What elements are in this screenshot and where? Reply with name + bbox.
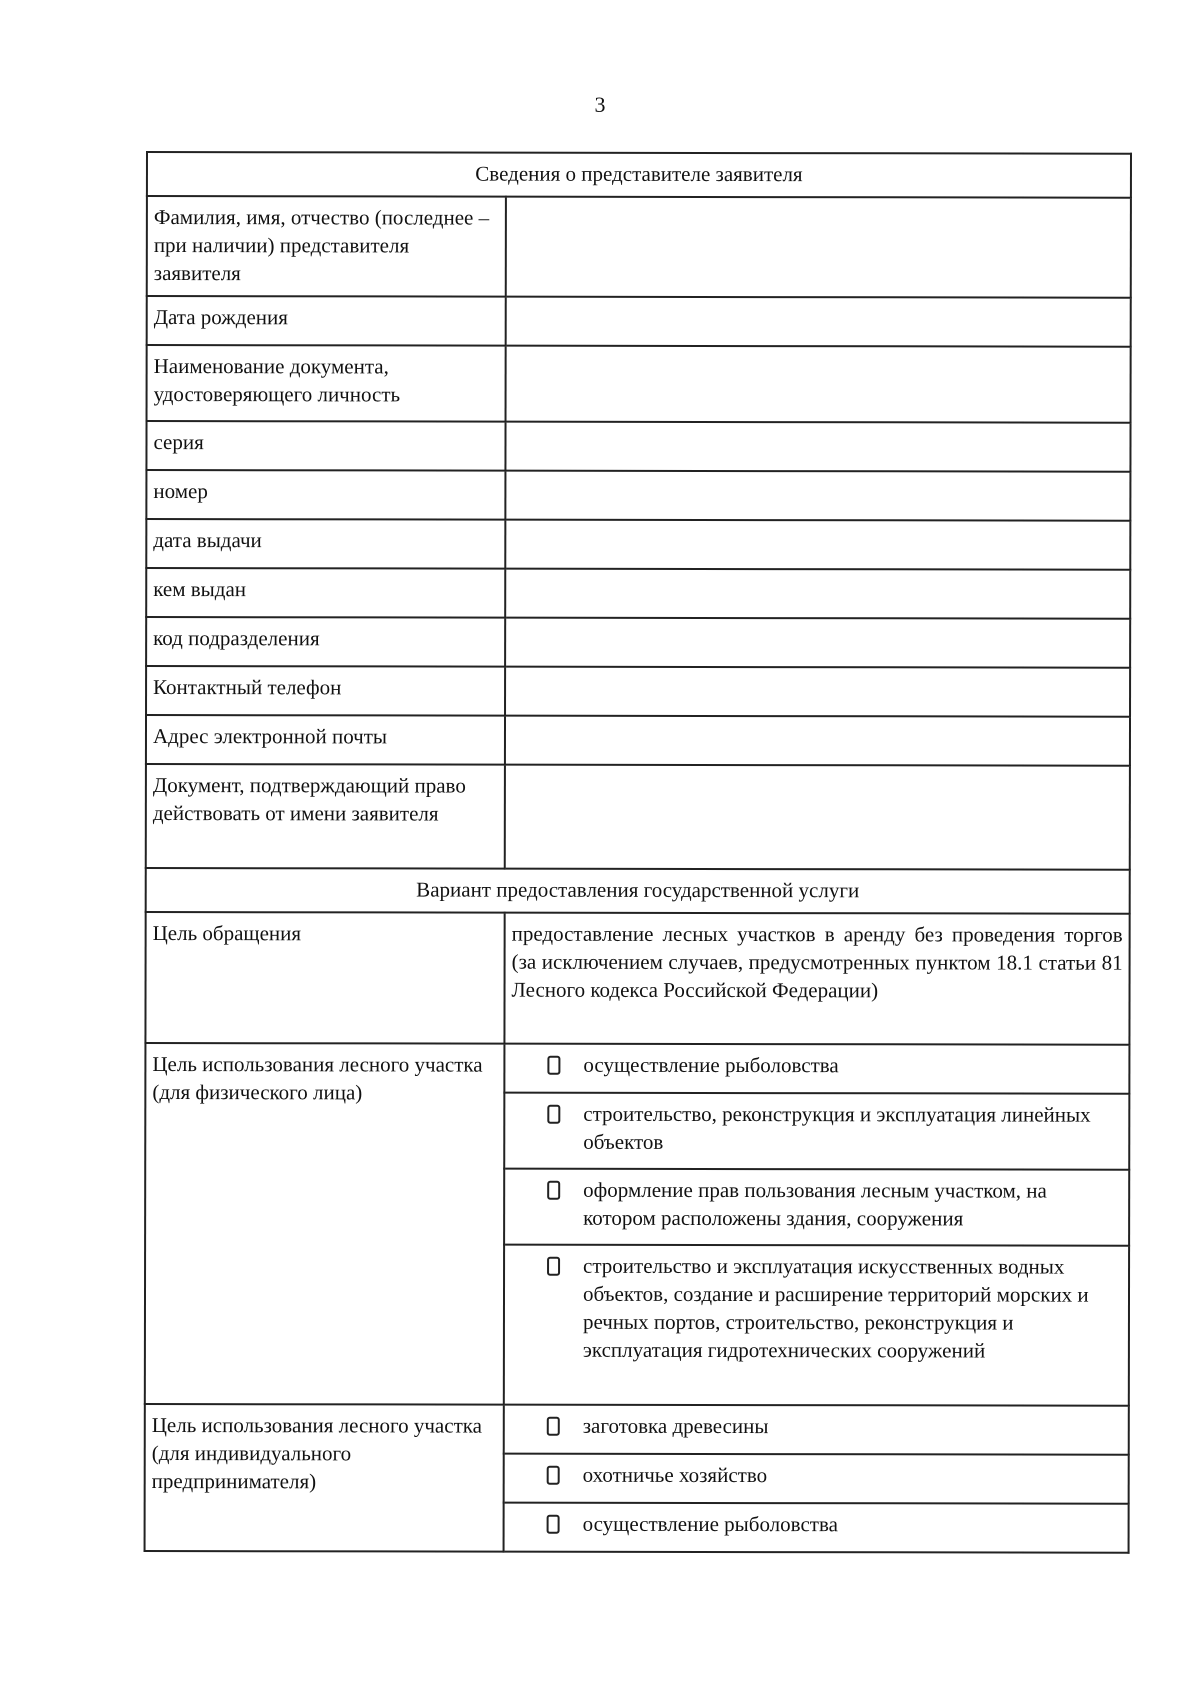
field-label-id-document: Наименование документа, удостоверяющего личность [147, 345, 506, 422]
table-row [146, 470, 1130, 521]
option-cell [504, 1169, 1129, 1246]
field-label-birth-date: Дата рождения [147, 296, 506, 346]
option-cell [504, 1093, 1129, 1170]
table-row [147, 196, 1131, 298]
table-row [146, 421, 1130, 472]
option-cell [504, 1044, 1129, 1094]
checkbox[interactable] [547, 1515, 560, 1534]
option-cell [504, 1503, 1129, 1553]
table-row [146, 715, 1130, 766]
field-label-email: Адрес электронной почты [146, 715, 505, 765]
option-label: охотничье хозяйство [582, 1462, 768, 1488]
field-value-authority-document[interactable] [505, 765, 1130, 870]
option-individual-fishing[interactable] [511, 1051, 1122, 1080]
field-value-series[interactable] [505, 422, 1130, 472]
field-value-phone[interactable] [505, 667, 1130, 717]
table-row [146, 568, 1130, 619]
table-row [147, 296, 1131, 347]
field-label-issued-by: кем выдан [146, 568, 505, 618]
field-value-division-code[interactable] [505, 618, 1130, 668]
option-entrepreneur-fishing[interactable] [511, 1510, 1122, 1539]
table-row [146, 764, 1130, 870]
field-label-issue-date: дата выдачи [146, 519, 505, 569]
checkbox[interactable] [547, 1257, 560, 1276]
checkbox[interactable] [547, 1417, 560, 1436]
checkbox[interactable] [547, 1181, 560, 1200]
checkbox[interactable] [547, 1056, 560, 1075]
section-title-variant: Вариант предоставления государственной услуги [146, 868, 1130, 914]
field-value-id-document[interactable] [506, 346, 1131, 423]
field-label-purpose: Цель обращения [145, 912, 504, 1044]
field-label-entrepreneur-purpose: Цель использования лесного участка (для индивидуального предпринимателя) [145, 1404, 504, 1552]
option-label: строительство и эксплуатация искусственных водных объектов, создание и расширение территорий морских и речных портов, строительство, реконструкция и эксплуатация гидротехнических сооружений [582, 1253, 1089, 1363]
option-individual-water-objects[interactable] [511, 1252, 1122, 1365]
field-value-full-name[interactable] [506, 197, 1131, 298]
checkbox[interactable] [547, 1466, 560, 1485]
field-value-issue-date[interactable] [505, 520, 1130, 570]
field-value-email[interactable] [505, 716, 1130, 766]
application-form-table [144, 151, 1132, 1554]
option-label: осуществление рыболовства [582, 1511, 838, 1537]
option-cell [504, 1405, 1129, 1455]
field-label-full-name: Фамилия, имя, отчество (последнее – при наличии) представителя заявителя [147, 196, 506, 297]
option-label: оформление прав пользования лесным участком, на котором расположены здания, сооружения [583, 1177, 1047, 1231]
section-title-representative: Сведения о представителе заявителя [147, 152, 1131, 198]
field-label-authority-document: Документ, подтверждающий право действовать от имени заявителя [146, 764, 505, 869]
page-number: 3 [594, 92, 606, 117]
field-value-purpose: предоставление лесных участков в аренду без проведения торгов (за исключением случаев, предусмотренных пунктом 18.1 статьи 81 Лесного кодекса Российской Федерации) [504, 913, 1129, 1045]
checkbox[interactable] [547, 1105, 560, 1124]
field-label-division-code: код подразделения [146, 617, 505, 667]
option-entrepreneur-hunting[interactable] [511, 1461, 1122, 1490]
table-row [146, 519, 1130, 570]
option-label: заготовка древесины [582, 1413, 769, 1439]
table-row [146, 617, 1130, 668]
table-row [145, 1404, 1129, 1455]
option-individual-buildings[interactable] [511, 1176, 1122, 1233]
field-label-number: номер [146, 470, 505, 520]
table-row [146, 666, 1130, 717]
section-header-row [147, 152, 1131, 198]
option-label: осуществление рыболовства [583, 1052, 839, 1078]
option-label: строительство, реконструкция и эксплуатация линейных объектов [583, 1101, 1091, 1154]
table-row [147, 345, 1131, 423]
field-label-phone: Контактный телефон [146, 666, 505, 716]
field-value-birth-date[interactable] [506, 297, 1131, 347]
field-label-individual-purpose: Цель использования лесного участка (для физического лица) [145, 1043, 505, 1405]
field-value-number[interactable] [505, 471, 1130, 521]
field-value-issued-by[interactable] [505, 569, 1130, 619]
option-cell [504, 1245, 1129, 1406]
section-header-row [146, 868, 1130, 914]
table-row [145, 912, 1129, 1045]
option-individual-linear-objects[interactable] [511, 1100, 1122, 1157]
option-cell [504, 1454, 1129, 1504]
option-entrepreneur-logging[interactable] [511, 1412, 1122, 1441]
field-label-series: серия [146, 421, 505, 471]
table-row [145, 1043, 1129, 1094]
